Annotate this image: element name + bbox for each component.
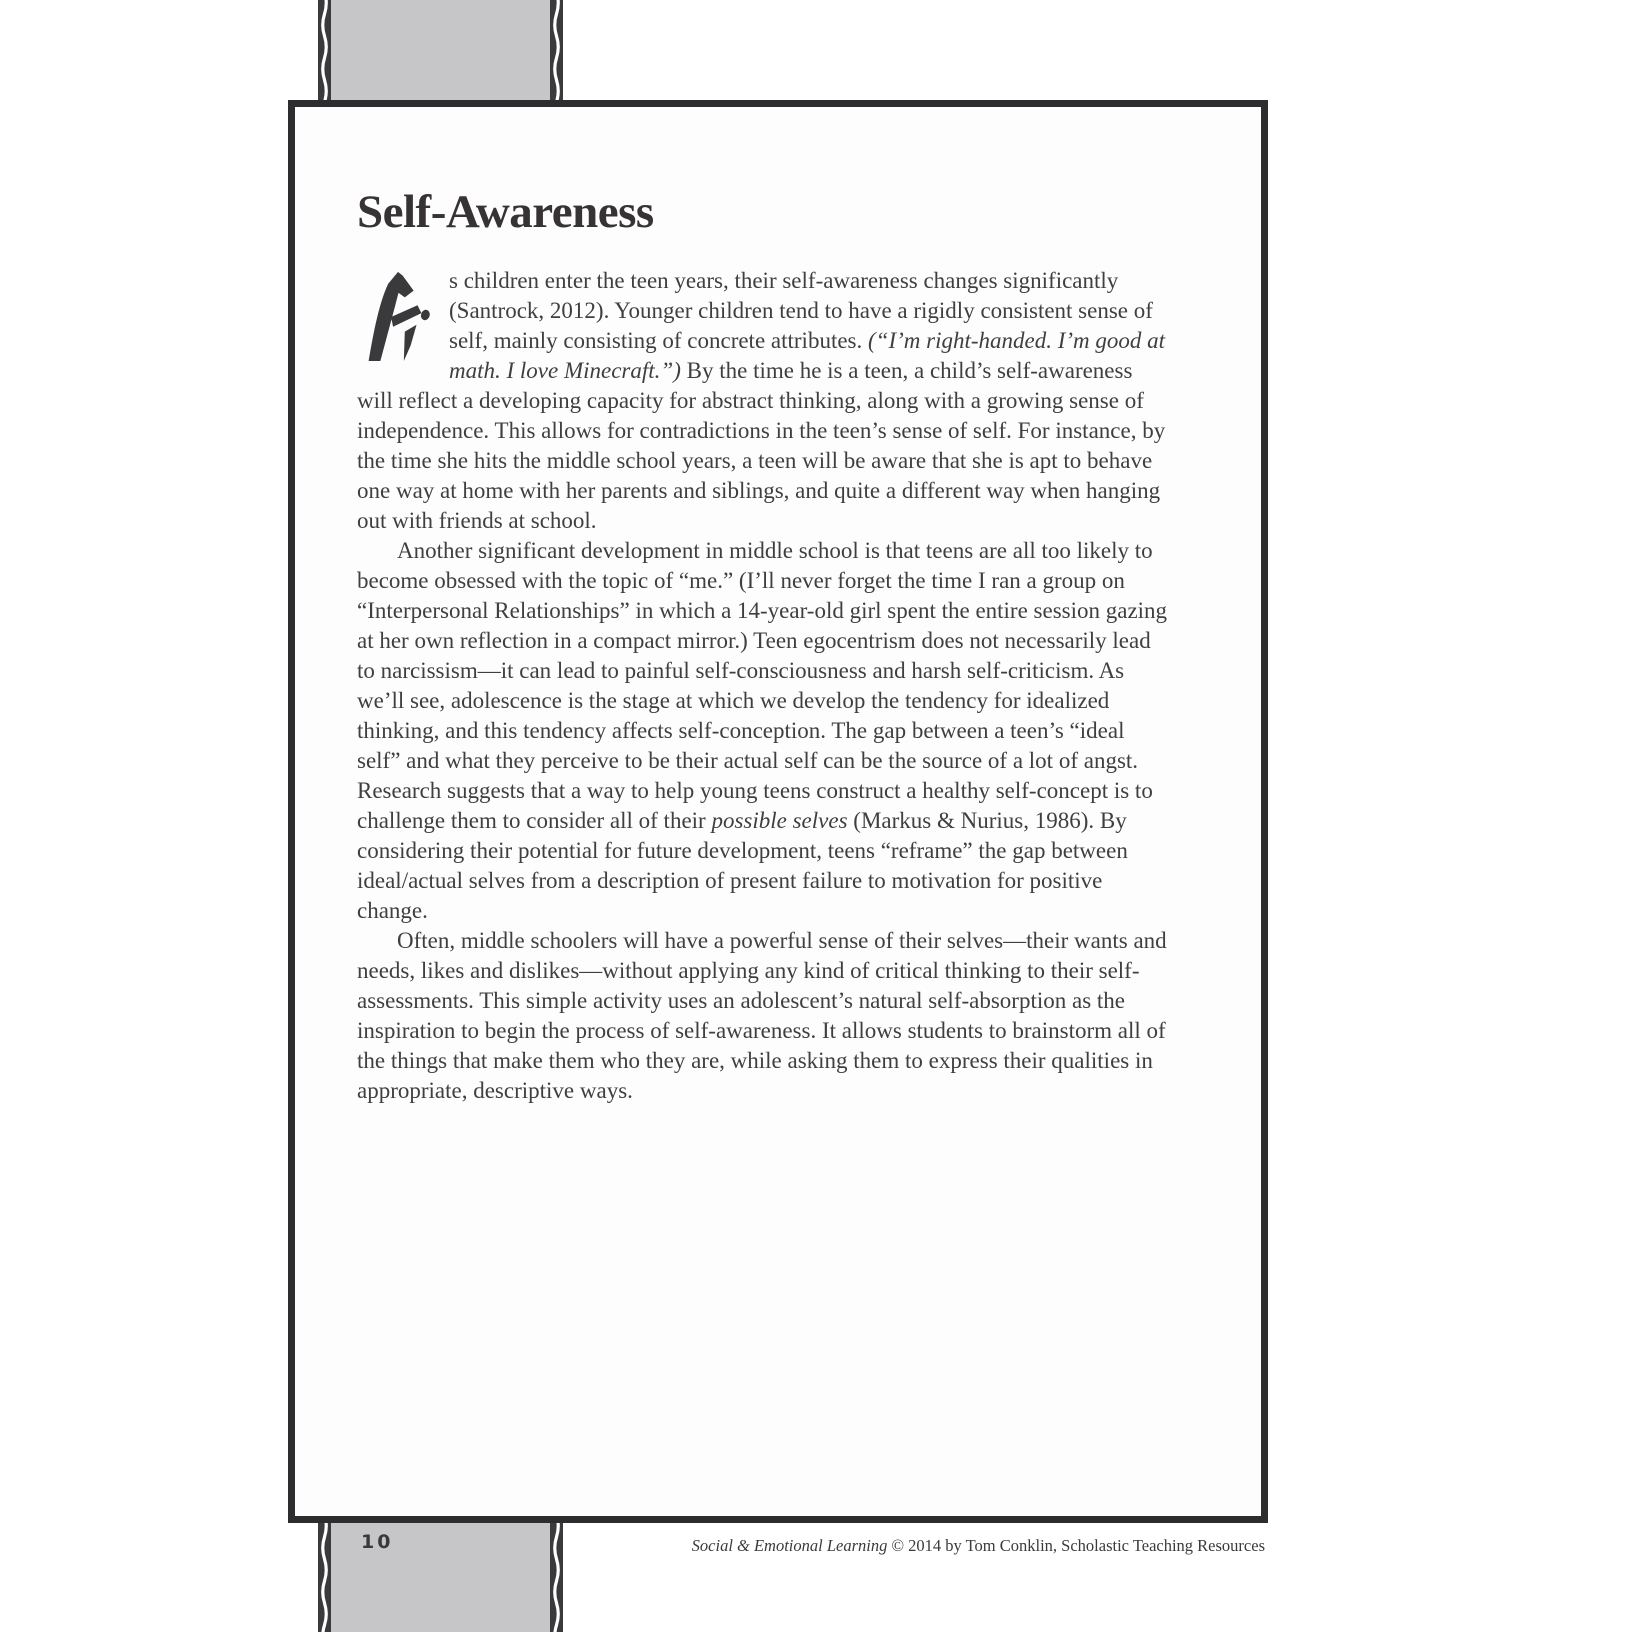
footer-credit [692,1536,1265,1556]
content-frame [288,100,1268,1523]
footer-credit-book-title: Social & Emotional Learning [691,1536,888,1555]
page-number: 10 [361,1531,394,1553]
footer-credit-rest: © 2014 by Tom Conklin, Scholastic Teaching Resources [887,1536,1265,1555]
wavy-line-ornament [550,1523,563,1632]
decorative-band-top [318,0,563,100]
wavy-line-ornament [318,1523,331,1632]
paragraph-2: Another significant development in middle school is that teens are all too likely to become obsessed with the topic of “me.” (I’ll never forget the time I ran a group on “Interpersonal Relationships” in which a 14-year-old girl spent the entire session gazing at her own reflection in a compact mirror.) Teen egocentrism does not necessarily lead to narcissism—it can lead to painful self-consciousness and harsh self-criticism. As we’ll see, adolescence is the stage at which we develop the tendency for idealized thinking, and this tendency affects self-conception. The gap between a teen’s “ideal self” and what they perceive to be their actual self can be the source of a lot of angst. Research suggests that a way to help young teens construct a healthy self-concept is to challenge them to consider all of their possible selves (Markus & Nurius, 1986). By considering their potential for future development, teens “reframe” the gap between ideal/actual selves from a description of present failure to motivation for positive change. [357,538,1168,923]
paragraph-1 [357,266,1170,536]
paragraph-3: Often, middle schoolers will have a powerful sense of their selves—their wants and needs, likes and dislikes—without applying any kind of critical thinking to their self-assessments. This simple activity uses an adolescent’s natural self-absorption as the inspiration to begin the process of self-awareness. It allows students to brainstorm all of the things that make them who they are, while asking them to express their qualities in appropriate, descriptive ways. [357,928,1167,1103]
paragraph-1-text: s children enter the teen years, their self-awareness changes significantly (Santrock, 2012). Younger children tend to have a rigidly consistent sense of self, mainly consisting of concrete attributes. (“I’m right-handed. I’m good at math. I love Minecraft.”) By the time he is a teen, a child’s self-awareness will reflect a developing capacity for abstract thinking, along with a growing sense of independence. This allows for contradictions in the teen’s sense of self. For instance, by the time she hits the middle school years, a teen will be aware that she is apt to behave one way at home with her parents and siblings, and quite a different way when hanging out with friends at school. [357,268,1166,533]
wavy-line-ornament [318,0,331,100]
decorative-band-bottom [318,1523,563,1632]
wavy-line-ornament [550,0,563,100]
page-title: Self-Awareness [357,186,654,238]
body-text [357,266,1170,1106]
drop-cap-letter [359,271,433,361]
drop-cap-glyph [359,271,433,361]
